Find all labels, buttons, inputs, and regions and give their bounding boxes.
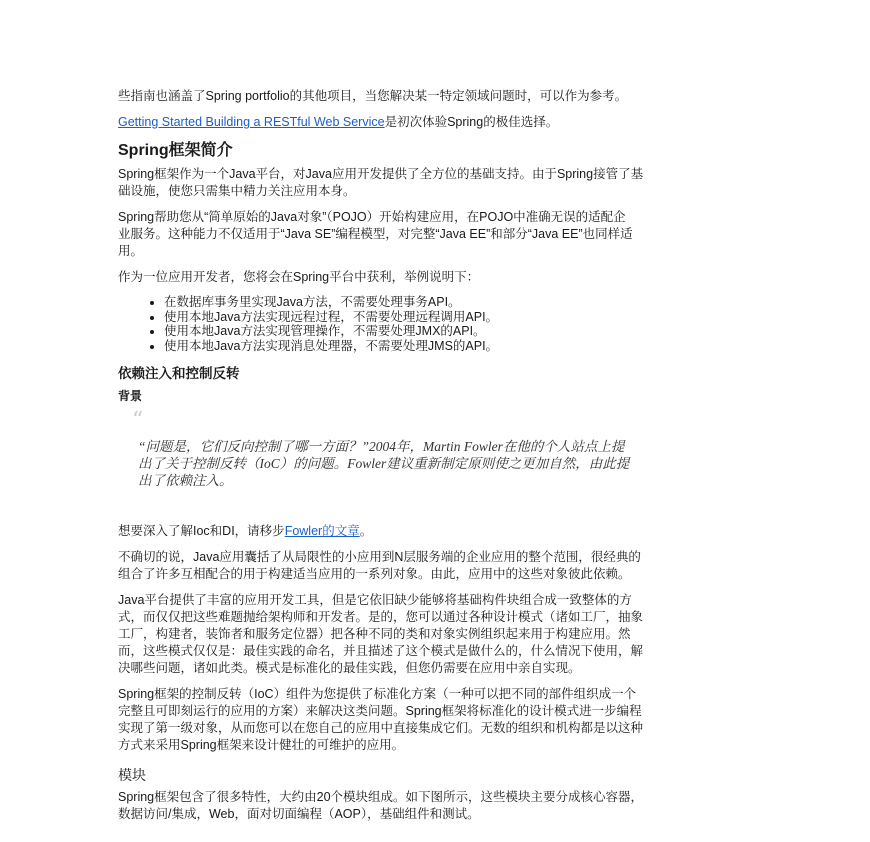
text-line: 而，这些模式仅仅是：最佳实践的命名，并且描述了这个模式是做什么的，什么情况下使用，解 bbox=[118, 644, 644, 658]
benefit-list bbox=[118, 295, 773, 353]
text-line: 实现了第一级对象，从而您可以在您自己的应用中直接集成它们。无数的组织和机构都是以这种 bbox=[118, 721, 644, 735]
paragraph bbox=[118, 592, 773, 677]
section-title-modules: 模块 bbox=[118, 767, 146, 783]
text-line: Spring帮助您从“简单原始的Java对象”（POJO）开始构建应用，在POJO中准确无误的适配企 bbox=[118, 210, 626, 224]
paragraph bbox=[118, 209, 773, 260]
getting-started-paragraph bbox=[118, 114, 773, 131]
text-line: 方式来采用Spring框架来设计健壮的可维护的应用。 bbox=[118, 738, 405, 752]
fowler-article-link[interactable]: Fowler的文章 bbox=[284, 524, 360, 538]
more-info-paragraph bbox=[118, 523, 773, 540]
text-line: 完整且可即刻运行的应用的方案）来解决这类问题。Spring框架将标准化的设计模式进一步编程 bbox=[118, 704, 642, 718]
text-line: 础设施，使您只需集中精力关注应用本身。 bbox=[118, 184, 356, 198]
paragraph: 作为一位应用开发者，您将会在Spring平台中获利，举例说明下： bbox=[118, 270, 480, 284]
text-line: 业服务。这种能力不仅适用于“Java SE”编程模型，对完整“Java EE”和部分“Java EE”也同样适 bbox=[118, 227, 633, 241]
text-line: 决哪些问题，诸如此类。模式是标准化的最佳实践，但您仍需要在应用中亲自实现。 bbox=[118, 661, 581, 675]
list-item: • 在数据库事务里实现Java方法，不需要处理事务API。 bbox=[164, 295, 773, 310]
section-title-di-ioc: 依赖注入和控制反转 bbox=[118, 366, 240, 381]
paragraph bbox=[118, 549, 773, 583]
text-line: 不确切的说，Java应用囊括了从局限性的小应用到N层服务端的企业应用的整个范围，很经典的 bbox=[118, 550, 641, 564]
quote-mark-icon: “ bbox=[132, 408, 144, 433]
text-line: 式，而仅仅把这些难题抛给架构师和开发者。是的，您可以通过各种设计模式（诸如工厂，抽象 bbox=[118, 610, 644, 624]
more-info-end: 。 bbox=[359, 524, 373, 538]
text-line: Java平台提供了丰富的应用开发工具，但是它依旧缺少能够将基础构件块组合成一致整体的方 bbox=[118, 593, 632, 607]
paragraph bbox=[118, 686, 773, 754]
getting-started-link[interactable]: Getting Started Building a RESTful Web Service bbox=[118, 115, 385, 129]
list-item: • 使用本地Java方法实现消息处理器，不需要处理JMS的API。 bbox=[164, 339, 773, 354]
text-line: 工厂，构建者，装饰者和服务定位器）把各种不同的类和对象实例组织起来用于构建应用。然 bbox=[118, 627, 631, 641]
list-item: • 使用本地Java方法实现管理操作，不需要处理JMX的API。 bbox=[164, 324, 773, 339]
quote-line: 出了依赖注入。 bbox=[138, 473, 233, 488]
document-page bbox=[118, 88, 773, 832]
subsection-title-background: 背景 bbox=[118, 389, 143, 403]
text-line: Spring框架的控制反转（IoC）组件为您提供了标准化方案（一种可以把不同的部件组织成一个 bbox=[118, 687, 637, 701]
text-line: Spring框架包含了很多特性，大约由20个模块组成。如下图所示，这些模块主要分成核心容器， bbox=[118, 790, 644, 804]
text-line: 数据访问/集成，Web，面对切面编程（AOP），基础组件和测试。 bbox=[118, 807, 480, 821]
intro-paragraph: 些指南也涵盖了Spring portfolio的其他项目，当您解决某一特定领域问题时，可以作为参考。 bbox=[118, 89, 628, 103]
quote-line: “问题是，它们反向控制了哪一方面？”2004年，Martin Fowler在他的个人站点上提 bbox=[138, 439, 625, 454]
paragraph bbox=[118, 166, 773, 200]
fowler-quote bbox=[138, 438, 773, 489]
text-line: 用。 bbox=[118, 244, 144, 258]
more-info-text: 想要深入了解Ioc和DI，请移步 bbox=[118, 524, 285, 538]
quote-line: 出了关于控制反转（IoC）的问题。Fowler建议重新制定原则使之更加自然，由此提 bbox=[138, 456, 630, 471]
section-title-spring-intro: Spring框架简介 bbox=[118, 142, 233, 159]
text-line: 组合了许多互相配合的用于构建适当应用的一系列对象。由此，应用中的这些对象彼此依赖。 bbox=[118, 567, 631, 581]
text-line: Spring框架作为一个Java平台，对Java应用开发提供了全方位的基础支持。由于Spring接管了基 bbox=[118, 167, 644, 181]
list-item: • 使用本地Java方法实现远程过程，不需要处理远程调用API。 bbox=[164, 310, 773, 325]
getting-started-text: 是初次体验Spring的极佳选择。 bbox=[384, 115, 559, 129]
paragraph bbox=[118, 789, 773, 823]
